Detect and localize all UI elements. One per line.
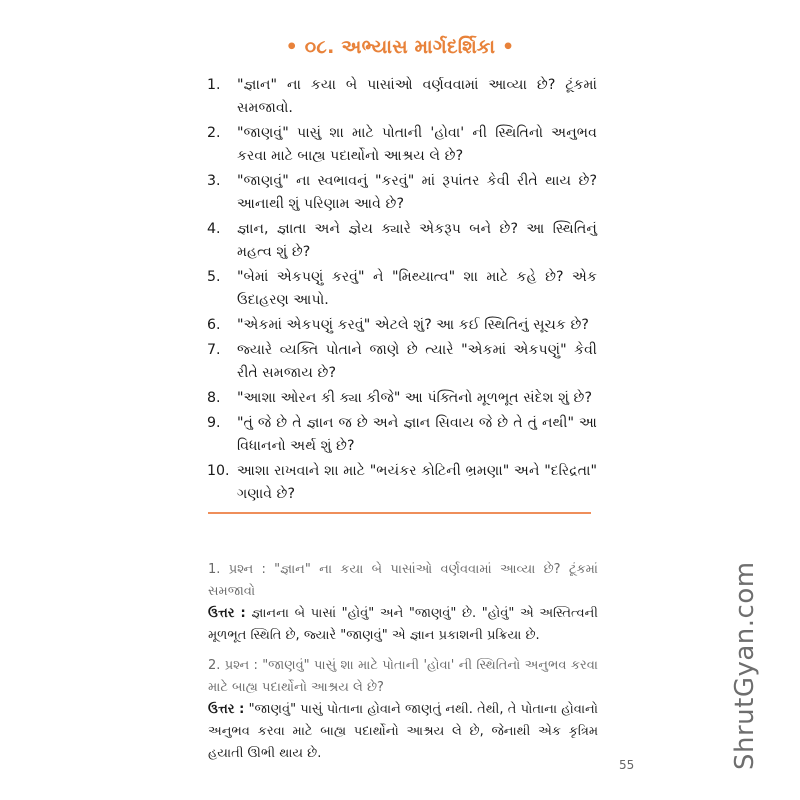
question-number: 1. (207, 77, 221, 93)
question-item (207, 74, 597, 120)
question-item (207, 314, 597, 337)
qa-block (208, 655, 598, 765)
question-number: 5. (207, 269, 221, 285)
qa-question: 2. પ્રશ્ન : "જાણવું" પાસું શા માટે પોતાની 'હોવા' ની સ્થિતિનો અનુભવ કરવા માટે બાહ્ય પદાર્થોનો આશ્રય લે છે? (208, 658, 598, 695)
qa-answer (208, 699, 598, 765)
qa-question: 1. પ્રશ્ન : "જ્ઞાન" ના કયા બે પાસાંઓ વર્ણવવામાં આવ્યા છે? ટૂંકમાં સમજાવો (208, 562, 598, 599)
question-item (207, 387, 597, 410)
question-number: 9. (207, 415, 221, 431)
question-number: 10. (207, 463, 230, 479)
answer-text: "જાણવું" પાસું પોતાના હોવાને જાણતું નથી. તેથી, તે પોતાના હોવાનો અનુભવ કરવા માટે બાહ્ય પદાર્થોનો આશ્રય લે છે, જેનાથી એક કૃત્રિમ હયાતી ઊભી થાય છે. (208, 702, 598, 761)
question-number: 8. (207, 390, 221, 406)
question-item (207, 218, 597, 264)
question-item (207, 460, 597, 506)
question-text: "જ્ઞાન" ના કયા બે પાસાંઓ વર્ણવવામાં આવ્યા છે? ટૂંકમાં સમજાવો. (237, 77, 597, 116)
question-number: 6. (207, 317, 221, 333)
question-text: જ્યારે વ્યક્તિ પોતાને જાણે છે ત્યારે "એકમાં એકપણું" કેવી રીતે સમજાય છે? (237, 342, 597, 381)
answer-label: ઉત્તર : (208, 606, 246, 621)
site-watermark: ShrutGyan.com (730, 561, 760, 770)
study-questions-list (207, 74, 597, 508)
question-text: જ્ઞાન, જ્ઞાતા અને જ્ઞેય ક્યારે એકરૂપ બને છે? આ સ્થિતિનું મહત્વ શું છે? (237, 221, 597, 260)
question-text: "એકમાં એકપણું કરવું" એટલે શું? આ કઈ સ્થિતિનું સૂચક છે? (237, 317, 589, 333)
answer-text: જ્ઞાનના બે પાસાં "હોવું" અને "જાણવું" છે. "હોવું" એ અસ્તિત્વની મૂળભૂત સ્થિતિ છે, જ્યારે "જાણવું" એ જ્ઞાન પ્રકાશની પ્રક્રિયા છે. (208, 606, 598, 643)
question-text: "જાણવું" ના સ્વભાવનું "કરવું" માં રૂપાંતર કેવી રીતે થાય છે? આનાથી શું પરિણામ આવે છે? (237, 173, 597, 212)
section-divider (208, 512, 591, 514)
page-title: • ૦૮. અભ્યાસ માર્ગદર્શિકા • (285, 36, 515, 58)
question-text: "તું જે છે તે જ્ઞાન જ છે અને જ્ઞાન સિવાય જે છે તે તું નથી" આ વિધાનનો અર્થ શું છે? (237, 415, 597, 454)
page-number: 55 (619, 758, 635, 772)
question-text: "બેમાં એકપણું કરવું" ને "મિથ્યાત્વ" શા માટે કહે છે? એક ઉદાહરણ આપો. (237, 269, 597, 308)
question-item (207, 122, 597, 168)
question-number: 7. (207, 342, 221, 358)
qa-block (208, 559, 598, 647)
question-item (207, 170, 597, 216)
question-number: 3. (207, 173, 221, 189)
question-number: 4. (207, 221, 221, 237)
question-item (207, 412, 597, 458)
qa-answer (208, 603, 598, 647)
answers-section (208, 559, 598, 773)
question-text: "જાણવું" પાસું શા માટે પોતાની 'હોવા' ની સ્થિતિનો અનુભવ કરવા માટે બાહ્ય પદાર્થોનો આશ્રય લે છે? (237, 125, 597, 164)
question-text: આશા રાખવાને શા માટે "ભયંકર કોટિની ભ્રમણા" અને "દરિદ્રતા" ગણાવે છે? (237, 463, 597, 502)
question-number: 2. (207, 125, 221, 141)
question-item (207, 266, 597, 312)
answer-label: ઉત્તર : (208, 702, 245, 717)
question-text: "આશા ઓરન કી ક્યા કીજે" આ પંક્તિનો મૂળભૂત સંદેશ શું છે? (237, 390, 593, 406)
question-item (207, 339, 597, 385)
